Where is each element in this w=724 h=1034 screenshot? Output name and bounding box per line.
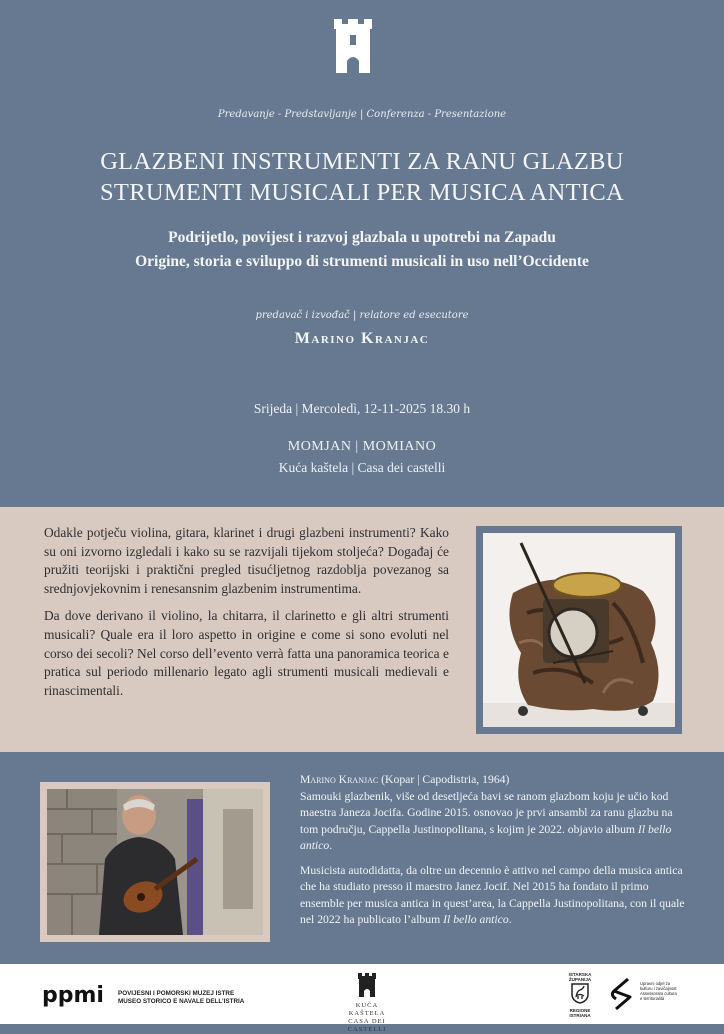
bio-text — [300, 772, 690, 929]
event-venue: Kuća kaštela | Casa dei castelli — [278, 460, 446, 475]
description-text — [44, 524, 449, 700]
ppmi-name — [118, 990, 244, 1006]
subtitle-croatian: Podrijetlo, povijest i razvoj glazbala u upotrebi na Zapadu — [168, 229, 556, 246]
speaker-illustration — [47, 789, 263, 935]
instruments-photo — [483, 533, 675, 727]
culture-line-3: Assessorato cultura — [640, 991, 677, 996]
event-subtitle — [0, 226, 724, 274]
bio-italian — [300, 863, 690, 929]
header-section — [0, 0, 724, 507]
event-type-label: Predavanje - Predstavljanje | Conferenza - Presentazione — [217, 109, 507, 120]
bio-croatian-album: Il bello antico — [300, 822, 672, 852]
goat-crest-icon — [569, 982, 591, 1004]
title-croatian: GLAZBENI INSTRUMENTI ZA RANU GLAZBU — [100, 148, 624, 175]
ppmi-name-it: MUSEO STORICO E NAVALE DELL’ISTRIA — [118, 998, 245, 1005]
bio-croatian-text: Samouki glazbenik, više od desetljeća bavi se ranom glazbom koju je učio kod maestra Janeza Jocifa. Godine 2015. osnovao je prvi ansambl za ranu glazbu na tom području, Cappella Justinopolitana, s kojim je 2022. objavio album — [300, 789, 673, 836]
ppmi-name-hr: POVIJESNI I POMORSKI MUZEJ ISTRE — [118, 990, 235, 997]
bio-croatian — [300, 789, 690, 855]
istria-line-3: REGIONE — [569, 1008, 591, 1013]
istria-line-2: ŽUPANIJA — [568, 977, 592, 982]
event-date: Srijeda | Mercoledì, 12-11-2025 18.30 h — [253, 401, 471, 416]
istria-region-logo — [560, 972, 600, 1018]
knot-symbol-icon — [608, 977, 636, 1011]
kuca-name-hr: KUĆA KAŠTELA — [348, 1002, 386, 1017]
castle-tower-icon — [357, 972, 377, 998]
bio-italian-text: Musicista autodidatta, da oltre un decennio è attivo nel campo della musica antica che ha studiato presso il maestro Janez Jocif. Nel 2015 ha fondato il primo ensemble per musica antica in quest’area, la Cappella Justinopolitana, con il quale nel 2022 ha publicato l’album — [300, 863, 685, 926]
subtitle-italian: Origine, storia e sviluppo di strumenti musicali in uso nell’Occidente — [135, 253, 589, 270]
description-croatian: Odakle potječu violina, gitara, klarinet i drugi glazbeni instrumenti? Kako su oni izvorno izgledali i kako su se razvijali tijekom stoljeća? Događaj će pružiti teorijski i praktični pregled tisućljetnog razdoblja povezanog sa srednjovjekovnim i renesansnim glazbenim instrumentima. — [44, 525, 449, 596]
title-italian: STRUMENTI MUSICALI PER MUSICA ANTICA — [100, 179, 624, 206]
description-italian: Da dove derivano il violino, la chitarra, il clarinetto e gli altri strumenti musicali? Quale era il loro aspetto in origine e come si sono evoluti nel corso dei secoli? Nel corso dell’evento verrà fatta una panoramica teorica e pratica sul periodo millenario legato agli strumenti musicali medievali e rinascimentali. — [44, 608, 449, 698]
bio-italian-album: Il bello antico — [443, 913, 509, 926]
castle-tower-icon — [332, 15, 374, 75]
culture-line-2: kulturu i zavičajnost — [640, 986, 677, 991]
bio-section — [0, 752, 724, 964]
kuca-name-it: CASA DEI CASTELLI — [347, 1018, 387, 1033]
ppmi-logo — [42, 982, 114, 1008]
bio-croatian-end: . — [329, 839, 333, 852]
culture-line-4: e territorialità — [640, 996, 665, 1001]
speaker-name: Marino Kranjac — [294, 330, 430, 347]
speaker-role: predavač i izvođač | relatore ed esecutore — [255, 310, 469, 321]
event-title — [0, 146, 724, 208]
footer-logos — [0, 964, 724, 1033]
istria-line-4: ISTRIANA — [569, 1013, 591, 1018]
instruments-illustration — [483, 533, 675, 727]
culture-department — [640, 981, 700, 1001]
kuca-kastela-logo — [337, 972, 397, 1034]
culture-line-1: Upravni odjel za — [640, 981, 671, 986]
bio-heading — [300, 772, 690, 789]
event-place: MOMJAN | MOMIANO — [287, 439, 437, 454]
istria-line-1: ISTARSKA — [568, 972, 592, 977]
instruments-photo-frame — [476, 526, 682, 734]
bio-italian-end: . — [508, 913, 512, 926]
description-section — [0, 507, 724, 752]
speaker-photo — [47, 789, 263, 935]
ppmi-logo-text: ppmi — [42, 983, 104, 1008]
speaker-photo-frame — [40, 782, 270, 942]
bio-name: Marino Kranjac — [300, 773, 379, 786]
bio-origin: (Kopar | Capodistria, 1964) — [378, 773, 510, 786]
